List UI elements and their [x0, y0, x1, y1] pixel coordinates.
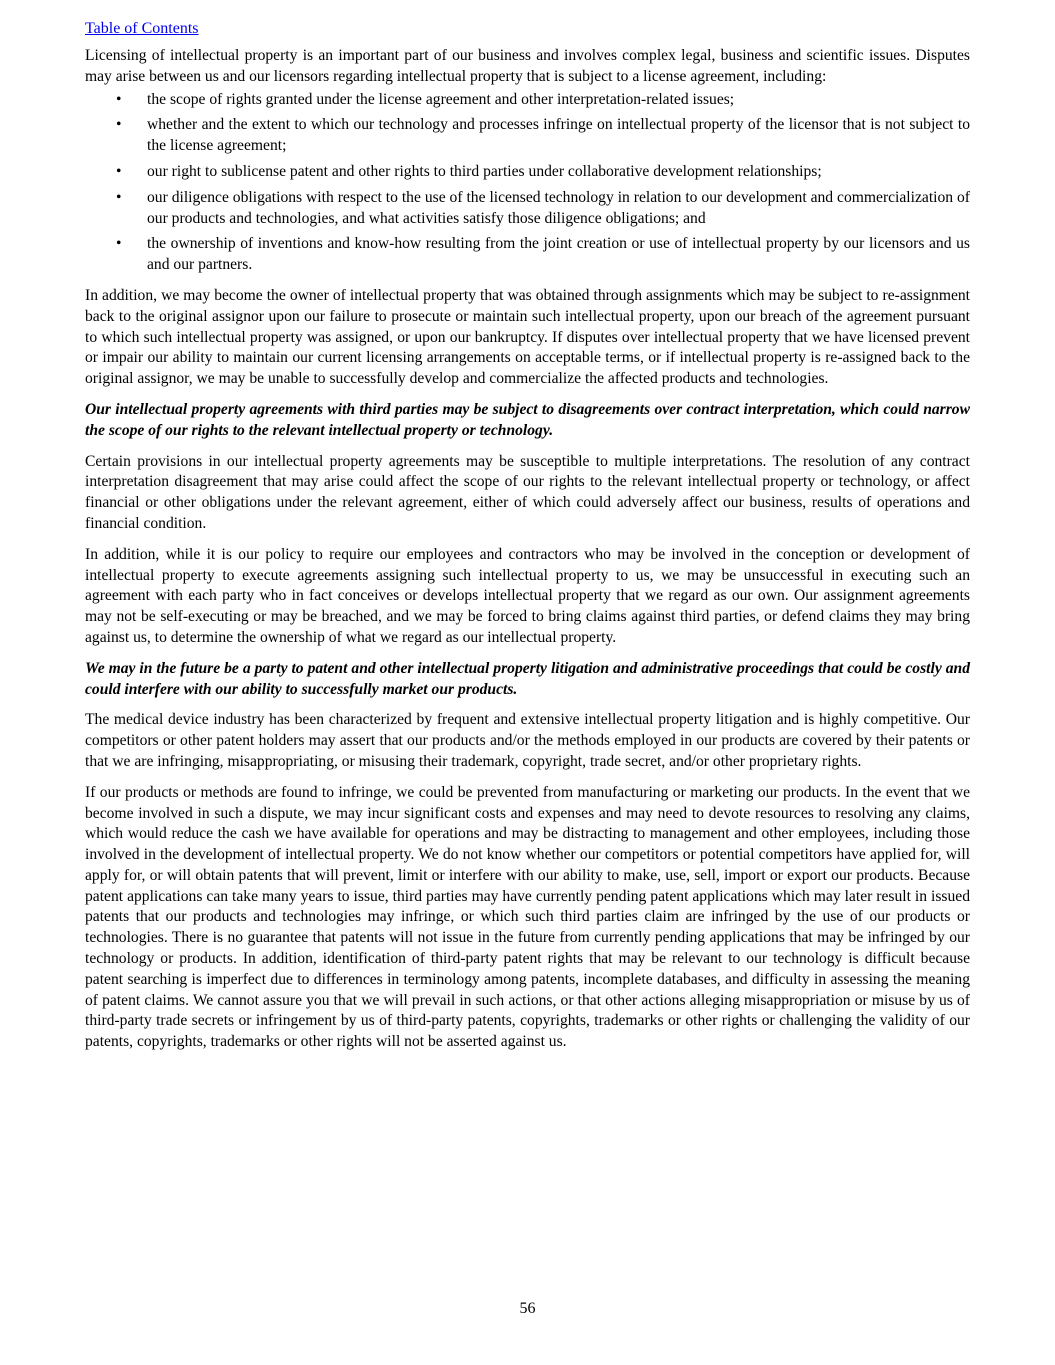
bullet-icon: •	[116, 116, 122, 134]
list-item	[85, 188, 970, 230]
bullet-icon: •	[116, 235, 122, 253]
paragraph-assignment: In addition, we may become the owner of intellectual property that was obtained through assignments which may be subject to re-assignment back to the original assignor upon our failure to prosecute or maintain such intellectual property, upon our breach of the agreement pursuant to which such intellectual property was assigned, or upon our bankruptcy. If disputes over intellectual property that we have licensed prevent or impair our ability to maintain our current licensing arrangements on acceptable terms, or if intellectual property is re-assigned back to the original assignor, we may be unable to successfully develop and commercialize the affected products and technologies.	[85, 286, 970, 388]
paragraph-licensing: Licensing of intellectual property is an important part of our business and involves complex legal, business and scientific issues. Disputes may arise between us and our licensors regarding intellectual property that is subject to a license agreement, including:	[85, 47, 970, 85]
bullet-icon: •	[116, 90, 122, 108]
section-heading-contract-interpretation: Our intellectual property agreements with third parties may be subject to disagreements over contract interpretation, which could narrow the scope of our rights to the relevant intellectual property or technology.	[85, 400, 970, 439]
paragraph-infringement: If our products or methods are found to infringe, we could be prevented from manufacturing or marketing our products. In the event that we become involved in such a dispute, we may incur significant costs and expenses and may need to devote resources to resolving any claims, which would reduce the cash we have available for operations and may be distracting to management and other employees, including those involved in the development of intellectual property. We do not know whether our competitors or potential competitors have applied for, will apply for, or will obtain patents that will prevent, limit or interfere with our ability to make, use, sell, import or export our products. Because patent applications can take many years to issue, third parties may have currently pending patent applications which may later result in issued patents that our products and technologies may infringe, or which such third parties claim are infringed by the use of our products or technologies. There is no guarantee that patents will not issue in the future from currently pending applications that may be infringed by our technology or products. In addition, identification of third-party patent rights that may be relevant to our technology is difficult because patent searching is imperfect due to differences in terminology among patents, incomplete databases, and difficulty in assessing the meaning of patent claims. We cannot assure you that we will prevail in such actions, or that other actions alleging misappropriation or misuse by us of third-party trade secrets or infringement by us of third-party patents, copyrights, trademarks or other rights or challenging the validity of our patents, copyrights, trademarks or other rights will not be asserted against us.	[85, 783, 970, 1051]
document-body	[85, 46, 970, 1063]
list-item	[85, 234, 970, 276]
bullet-icon: •	[116, 188, 122, 206]
section-heading-patent-litigation: We may in the future be a party to patent and other intellectual property litigation and administrative proceedings that could be costly and could interfere with our ability to successfully market our products.	[85, 659, 970, 698]
list-item-text: our right to sublicense patent and other rights to third parties under collaborative development relationships;	[147, 162, 822, 180]
list-item	[85, 115, 970, 157]
list-item-text: whether and the extent to which our technology and processes infringe on intellectual property of the licensor that is not subject to the license agreement;	[147, 116, 970, 155]
paragraph-medical-device-industry: The medical device industry has been characterized by frequent and extensive intellectual property litigation and is highly competitive. Our competitors or other patent holders may assert that our products and/or the methods employed in our products are covered by their patents or that we are infringing, misappropriating, or misusing their trademark, copyright, trade secret, and/or other proprietary rights.	[85, 711, 970, 770]
list-item-text: the ownership of inventions and know-how resulting from the joint creation or use of intellectual property by our licensors and us and our partners.	[147, 235, 970, 274]
list-item-text: our diligence obligations with respect to the use of the licensed technology in relation to our development and commercialization of our products and technologies, and what activities satisfy those diligence obligations; and	[147, 188, 970, 227]
dispute-list	[85, 90, 970, 276]
list-item-text: the scope of rights granted under the license agreement and other interpretation-related issues;	[147, 90, 735, 108]
bullet-icon: •	[116, 162, 122, 180]
list-item	[85, 162, 970, 183]
list-item	[85, 90, 970, 111]
paragraph-employee-agreements: In addition, while it is our policy to require our employees and contractors who may be involved in the conception or development of intellectual property to execute agreements assigning such intellectual property to us, we may be unsuccessful in executing such an agreement with each party who in fact conceives or develops intellectual property that we regard as our own. Our assignment agreements may not be self-executing or may be breached, and we may be forced to bring claims against third parties, or defend claims they may bring against us, to determine the ownership of what we regard as our intellectual property.	[85, 545, 970, 646]
page-number: 56	[519, 1300, 536, 1317]
table-of-contents-link[interactable]: Table of Contents	[85, 20, 199, 37]
paragraph-contract-provisions: Certain provisions in our intellectual property agreements may be susceptible to multiple interpretations. The resolution of any contract interpretation disagreement that may arise could affect the scope of our rights to the relevant intellectual property or technology, or affect financial or other obligations under the relevant agreement, either of which could adversely affect our business, results of operations and financial condition.	[85, 452, 970, 532]
